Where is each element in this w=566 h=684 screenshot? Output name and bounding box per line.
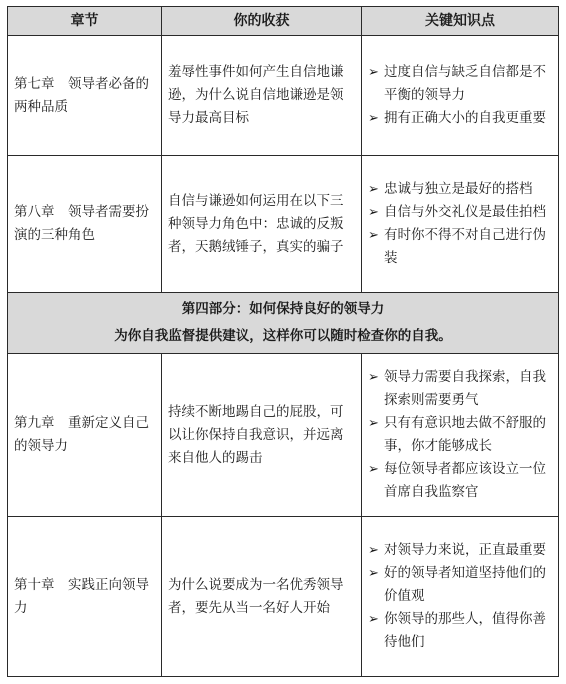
arrow-bullet-icon: ➢ (368, 462, 379, 477)
gain-cell: 自信与谦逊如何运用在以下三种领导力角色中：忠诚的反叛者，天鹅绒锤子，真实的骗子 (162, 156, 362, 293)
arrow-bullet-icon: ➢ (368, 228, 379, 243)
knowledge-point (368, 366, 552, 412)
chapter-cell: 第十章 实践正向领导力 (8, 517, 162, 677)
knowledge-point-text: 好的领导者知道坚持他们的价值观 (384, 565, 546, 604)
knowledge-point-text: 有时你不得不对自己进行伪装 (384, 227, 546, 266)
knowledge-point (368, 412, 552, 458)
table-row (8, 36, 559, 156)
knowledge-point (368, 458, 552, 504)
arrow-bullet-icon: ➢ (368, 416, 379, 431)
arrow-bullet-icon: ➢ (368, 205, 379, 220)
arrow-bullet-icon: ➢ (368, 111, 379, 126)
knowledge-point-text: 只有有意识地去做不舒服的事，你才能够成长 (384, 415, 546, 454)
knowledge-cell (362, 156, 559, 293)
section-heading (8, 293, 559, 354)
knowledge-point (368, 539, 552, 562)
section-subtitle: 为你自我监督提供建议，这样你可以随时检查你的自我。 (114, 328, 452, 344)
header-knowledge: 关键知识点 (362, 7, 559, 36)
header-gain: 你的收获 (162, 7, 362, 36)
knowledge-point (368, 562, 552, 608)
table-row (8, 156, 559, 293)
gain-cell: 羞辱性事件如何产生自信地谦逊，为什么说自信地谦逊是领导力最高目标 (162, 36, 362, 156)
arrow-bullet-icon: ➢ (368, 182, 379, 197)
chapter-table (7, 6, 559, 677)
chapter-cell: 第九章 重新定义自己的领导力 (8, 354, 162, 517)
knowledge-cell (362, 354, 559, 517)
knowledge-point-text: 过度自信与缺乏自信都是不平衡的领导力 (384, 64, 546, 103)
arrow-bullet-icon: ➢ (368, 612, 379, 627)
knowledge-point (368, 224, 552, 270)
arrow-bullet-icon: ➢ (368, 65, 379, 80)
chapter-cell: 第七章 领导者必备的两种品质 (8, 36, 162, 156)
knowledge-point (368, 178, 552, 201)
knowledge-point-text: 忠诚与独立是最好的搭档 (384, 181, 533, 197)
section-title: 第四部分：如何保持良好的领导力 (181, 301, 385, 317)
table-row (8, 517, 559, 677)
knowledge-cell (362, 517, 559, 677)
knowledge-point-text: 领导力需要自我探索，自我探索则需要勇气 (384, 369, 546, 408)
gain-cell: 持续不断地踢自己的屁股，可以让你保持自我意识，并远离来自他人的踢击 (162, 354, 362, 517)
arrow-bullet-icon: ➢ (368, 566, 379, 581)
knowledge-cell (362, 36, 559, 156)
table-row (8, 354, 559, 517)
header-row (8, 7, 559, 36)
section-row (8, 293, 559, 354)
knowledge-point-text: 每位领导者都应该设立一位首席自我监察官 (384, 461, 546, 500)
knowledge-point (368, 201, 552, 224)
header-chapter: 章节 (8, 7, 162, 36)
gain-cell: 为什么说要成为一名优秀领导者，要先从当一名好人开始 (162, 517, 362, 677)
knowledge-point-text: 拥有正确大小的自我更重要 (384, 110, 546, 126)
knowledge-point (368, 61, 552, 107)
arrow-bullet-icon: ➢ (368, 543, 379, 558)
knowledge-point (368, 107, 552, 130)
knowledge-point-text: 自信与外交礼仪是最佳拍档 (384, 204, 546, 220)
knowledge-point (368, 608, 552, 654)
knowledge-point-text: 对领导力来说，正直最重要 (384, 542, 546, 558)
arrow-bullet-icon: ➢ (368, 370, 379, 385)
knowledge-point-text: 你领导的那些人，值得你善待他们 (384, 611, 546, 650)
chapter-cell: 第八章 领导者需要扮演的三种角色 (8, 156, 162, 293)
